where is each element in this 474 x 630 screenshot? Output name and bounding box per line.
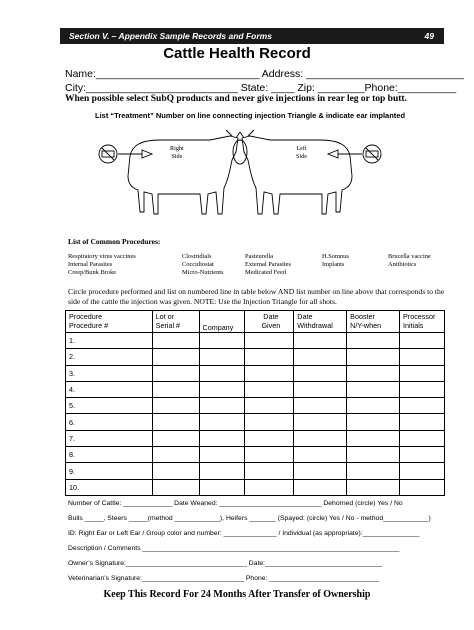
table-cell[interactable] xyxy=(152,398,199,414)
table-cell[interactable] xyxy=(294,381,347,397)
table-cell[interactable] xyxy=(294,463,347,479)
header-date-given: Date Given xyxy=(245,311,294,333)
table-cell[interactable] xyxy=(294,430,347,446)
name-address-line: Name:____________________________ Address: ___________________________ xyxy=(65,68,464,80)
form-title: Cattle Health Record xyxy=(163,45,311,62)
procedures-column-3 xyxy=(245,253,291,277)
table-cell[interactable] xyxy=(245,430,294,446)
injection-warning: When possible select SubQ products and never give injections in rear leg or top butt. xyxy=(65,94,407,104)
section-header-bar xyxy=(60,28,444,44)
table-row xyxy=(66,447,445,463)
table-cell[interactable] xyxy=(152,447,199,463)
table-cell[interactable] xyxy=(199,414,245,430)
procedure-item: External Parasites xyxy=(245,261,291,268)
procedure-item: Micro-Nutrients xyxy=(182,269,224,276)
instruction-note: Circle procedure performed and list on numbered line in table below AND list number on line above that corresponds to the side of the cattle the injection was given. NOTE: Use the Injection Triangle for all shots. xyxy=(68,287,445,306)
table-cell[interactable] xyxy=(347,381,400,397)
header-company xyxy=(199,311,245,333)
table-row xyxy=(66,414,445,430)
left-injection-triangle xyxy=(328,150,338,158)
table-cell[interactable] xyxy=(245,463,294,479)
table-cell[interactable] xyxy=(294,398,347,414)
table-cell[interactable] xyxy=(152,381,199,397)
table-cell[interactable] xyxy=(199,381,245,397)
table-cell[interactable] xyxy=(400,479,445,495)
procedure-item: Clostridials xyxy=(182,253,212,260)
veterinarian-signature-line: Veterinarian’s Signature:___________________________ Phone: _____________________________ xyxy=(68,575,379,582)
table-cell[interactable] xyxy=(245,349,294,365)
section-title: Section V. – Appendix Sample Records and Forms xyxy=(69,31,272,41)
table-cell[interactable] xyxy=(245,381,294,397)
table-cell[interactable] xyxy=(245,479,294,495)
right-injection-triangle xyxy=(142,150,152,158)
bulls-steers-heifers-line: Bulls _____, Steers _____(method ____________), Heifers _______ (Spayed: (circle) Yes / No - method____________) xyxy=(68,515,431,522)
row-number: 9. xyxy=(66,463,153,479)
row-number: 3. xyxy=(66,365,153,381)
table-cell[interactable] xyxy=(294,333,347,349)
description-line: Description / Comments ____________________________________________________________________ xyxy=(68,545,400,552)
row-number: 2. xyxy=(66,349,153,365)
table-cell[interactable] xyxy=(199,398,245,414)
table-cell[interactable] xyxy=(400,365,445,381)
table-cell[interactable] xyxy=(347,414,400,430)
table-cell[interactable] xyxy=(245,398,294,414)
procedure-item: Coccidiostat xyxy=(182,261,214,268)
table-row xyxy=(66,398,445,414)
owner-signature-line: Owner’s Signature:________________________________ Date:_______________________________ xyxy=(68,560,383,567)
procedures-column-1 xyxy=(68,253,193,277)
table-cell[interactable] xyxy=(152,333,199,349)
row-number: 7. xyxy=(66,430,153,446)
table-cell[interactable] xyxy=(400,398,445,414)
table-cell[interactable] xyxy=(347,430,400,446)
diagram-instruction: List “Treatment” Number on line connecting injection Triangle & indicate ear implanted xyxy=(95,111,406,120)
table-cell[interactable] xyxy=(245,365,294,381)
table-cell[interactable] xyxy=(152,349,199,365)
right-side-label: Right Side xyxy=(170,145,184,160)
procedure-item: Creep/Bunk Broke xyxy=(68,269,117,276)
procedure-item: Implants xyxy=(322,261,345,268)
procedure-item: Internal Parasites xyxy=(68,261,113,268)
header-processor-initials: Processor Initials xyxy=(400,311,445,333)
table-cell[interactable] xyxy=(294,414,347,430)
procedure-item: Antibiotics xyxy=(388,261,417,268)
procedure-item: Brucella vaccine xyxy=(388,253,431,260)
table-row xyxy=(66,365,445,381)
procedures-column-2 xyxy=(182,253,224,277)
table-cell[interactable] xyxy=(400,430,445,446)
table-cell[interactable] xyxy=(245,333,294,349)
table-header-row xyxy=(66,311,445,333)
row-number: 1. xyxy=(66,333,153,349)
table-row xyxy=(66,333,445,349)
header-lot-serial: Lot or Serial # xyxy=(152,311,199,333)
table-cell[interactable] xyxy=(347,479,400,495)
retention-footer: Keep This Record For 24 Months After Transfer of Ownership xyxy=(103,589,371,600)
table-cell[interactable] xyxy=(347,447,400,463)
table-cell[interactable] xyxy=(199,463,245,479)
row-number: 4. xyxy=(66,381,153,397)
table-cell[interactable] xyxy=(347,398,400,414)
table-cell[interactable] xyxy=(400,333,445,349)
row-number: 5. xyxy=(66,398,153,414)
procedure-item: Medicated Feed xyxy=(245,269,286,276)
table-row xyxy=(66,479,445,495)
table-cell[interactable] xyxy=(400,381,445,397)
table-cell[interactable] xyxy=(199,479,245,495)
procedure-item: H.Somnus xyxy=(322,253,349,260)
treatment-table xyxy=(65,310,445,496)
header-company-label: Company xyxy=(202,322,234,332)
table-cell[interactable] xyxy=(347,463,400,479)
table-cell[interactable] xyxy=(245,447,294,463)
table-cell[interactable] xyxy=(400,414,445,430)
identification-line: ID: Right Ear or Left Ear / Group color and number: ______________ / Individual (as appropriate):_______________ xyxy=(68,530,420,537)
table-cell[interactable] xyxy=(294,365,347,381)
cattle-count-line: Number of Cattle: _____________ Date Weaned: ___________________________ Dehorned (circle) Yes / No xyxy=(68,500,403,507)
table-cell[interactable] xyxy=(347,349,400,365)
header-procedure: Procedure Procedure # xyxy=(66,311,153,333)
procedures-column-4 xyxy=(322,253,349,269)
table-cell[interactable] xyxy=(199,333,245,349)
row-number: 10. xyxy=(66,479,153,495)
cattle-injection-diagram xyxy=(90,124,390,234)
table-row xyxy=(66,463,445,479)
table-row xyxy=(66,381,445,397)
row-number: 8. xyxy=(66,447,153,463)
table-cell[interactable] xyxy=(152,463,199,479)
left-side-label: Left Side xyxy=(296,145,308,160)
table-cell[interactable] xyxy=(294,479,347,495)
table-cell[interactable] xyxy=(347,333,400,349)
header-date-withdrawal: Date Withdrawal xyxy=(294,311,347,333)
table-cell[interactable] xyxy=(199,447,245,463)
table-cell[interactable] xyxy=(400,463,445,479)
table-cell[interactable] xyxy=(199,349,245,365)
procedure-item: Respiratory virus vaccines xyxy=(68,253,136,260)
table-cell[interactable] xyxy=(199,430,245,446)
procedure-item: Pasteurella xyxy=(245,253,274,260)
row-number: 6. xyxy=(66,414,153,430)
table-cell[interactable] xyxy=(347,365,400,381)
page-number: 49 xyxy=(424,31,434,41)
table-cell[interactable] xyxy=(152,479,199,495)
table-cell[interactable] xyxy=(199,365,245,381)
table-row xyxy=(66,349,445,365)
procedures-column-5 xyxy=(388,253,431,269)
table-row xyxy=(66,430,445,446)
header-booster: Booster N/Y-when xyxy=(347,311,400,333)
table-cell[interactable] xyxy=(152,414,199,430)
table-cell[interactable] xyxy=(400,447,445,463)
table-cell[interactable] xyxy=(400,349,445,365)
procedures-heading: List of Common Procedures: xyxy=(68,237,161,246)
table-cell[interactable] xyxy=(294,447,347,463)
table-cell[interactable] xyxy=(245,414,294,430)
city-state-zip-phone-line: City:__________________________ State: ____ Zip: ________Phone:__________ xyxy=(65,82,457,94)
table-cell[interactable] xyxy=(294,349,347,365)
table-cell[interactable] xyxy=(152,365,199,381)
table-cell[interactable] xyxy=(152,430,199,446)
